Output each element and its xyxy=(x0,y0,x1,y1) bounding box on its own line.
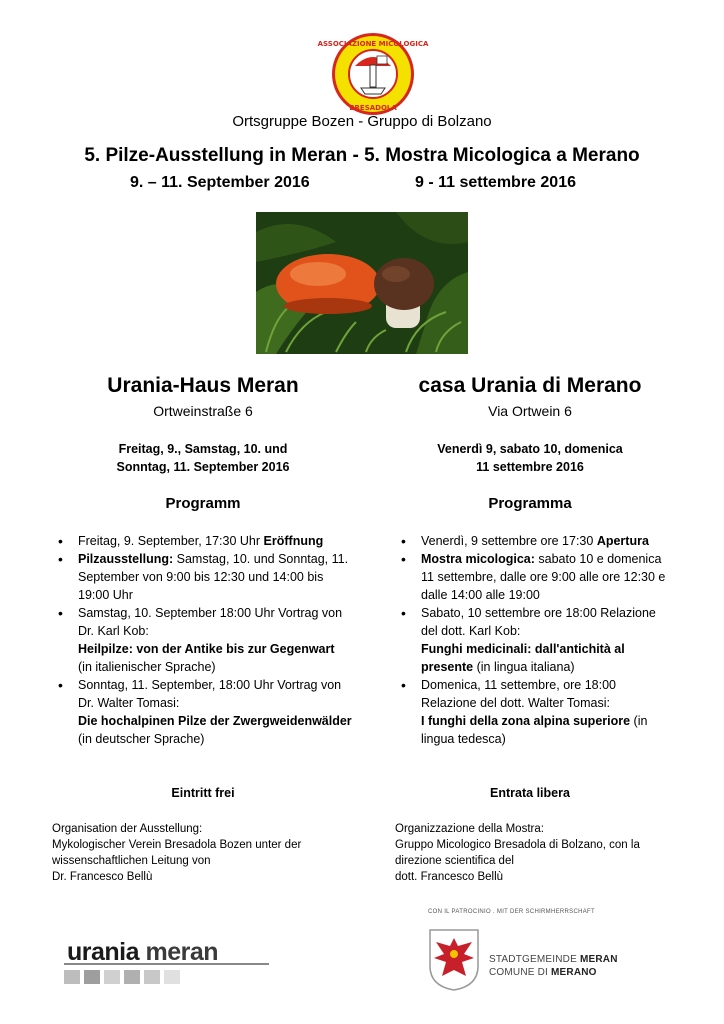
address-german: Ortweinstraße 6 xyxy=(153,403,253,419)
days-german xyxy=(38,440,368,476)
dates-italian: 9 - 11 settembre 2016 xyxy=(415,174,576,191)
municipality-german: STADTGEMEINDE MERAN xyxy=(489,954,618,965)
list-item: • Freitag, 9. September, 17:30 Uhr Eröffnung xyxy=(52,532,352,550)
program-list-italian xyxy=(395,532,675,748)
list-item: • Sonntag, 11. September, 18:00 Uhr Vortrag von Dr. Walter Tomasi: Die hochalpinen Pilze der Zwergweidenwälder (in deutscher Sprache) xyxy=(52,676,352,748)
entry-german: Eintritt frei xyxy=(171,786,235,800)
program-title-german: Programm xyxy=(165,495,241,512)
dates-german: 9. – 11. September 2016 xyxy=(130,174,310,191)
urania-meran-wordmark: urania meran xyxy=(67,938,219,966)
organisation-german: Organisation der Ausstellung: Mykologischer Verein Bresadola Bozen unter der wissenschaftlichen Leitung von Dr. Francesco Bellù xyxy=(52,823,302,883)
entry-italian: Entrata libera xyxy=(490,786,570,800)
days-german-line1: Freitag, 9., Samstag, 10. und xyxy=(118,442,288,456)
logo-ring-top: ASSOCIAZIONE MICOLOGICA xyxy=(317,40,429,48)
list-item: • Venerdì, 9 settembre ore 17:30 Apertura xyxy=(395,532,675,550)
logo-ring-bottom: BRESADOLA xyxy=(349,104,397,112)
program-list-german xyxy=(52,532,352,748)
venue-italian: casa Urania di Merano xyxy=(418,374,642,397)
mushroom-photo xyxy=(256,212,468,354)
page-title: 5. Pilze-Ausstellung in Meran - 5. Mostra Micologica a Merano xyxy=(84,145,640,166)
group-name: Ortsgruppe Bozen - Gruppo di Bolzano xyxy=(232,113,492,130)
list-item: • Mostra micologica: sabato 10 e domenica 11 settembre, dalle ore 9:00 alle ore 12:30 e dalle 14:00 alle 19:00 xyxy=(395,550,675,604)
days-italian-line2: 11 settembre 2016 xyxy=(476,460,584,474)
list-item: • Pilzausstellung: Samstag, 10. und Sonntag, 11. September von 9:00 bis 12:30 und 14:00 bis 19:00 Uhr xyxy=(52,550,352,604)
days-italian xyxy=(365,440,695,476)
address-italian: Via Ortwein 6 xyxy=(488,403,572,419)
patronage-label: CON IL PATROCINIO . MIT DER SCHIRMHERRSCHAFT xyxy=(428,909,595,915)
list-item: • Domenica, 11 settembre, ore 18:00 Relazione del dott. Walter Tomasi: I funghi della zona alpina superiore (in lingua tedesca) xyxy=(395,676,675,748)
days-german-line2: Sonntag, 11. September 2016 xyxy=(116,460,290,474)
eagle-coat-of-arms-icon xyxy=(428,928,480,992)
list-item: • Sabato, 10 settembre ore 18:00 Relazione del dott. Karl Kob: Funghi medicinali: dall'antichità al presente (in lingua italiana) xyxy=(395,604,675,676)
days-italian-line1: Venerdì 9, sabato 10, domenica xyxy=(437,442,623,456)
association-logo xyxy=(317,32,429,116)
municipality-italian: COMUNE DI MERANO xyxy=(489,967,597,978)
venue-german: Urania-Haus Meran xyxy=(107,374,299,397)
list-item: • Samstag, 10. September 18:00 Uhr Vortrag von Dr. Karl Kob: Heilpilze: von der Antike bis zur Gegenwart (in italienischer Sprache) xyxy=(52,604,352,676)
program-title-italian: Programma xyxy=(488,495,572,512)
organisation-italian: Organizzazione della Mostra: Gruppo Micologico Bresadola di Bolzano, con la direzione scientifica del dott. Francesco Bellù xyxy=(395,823,640,883)
